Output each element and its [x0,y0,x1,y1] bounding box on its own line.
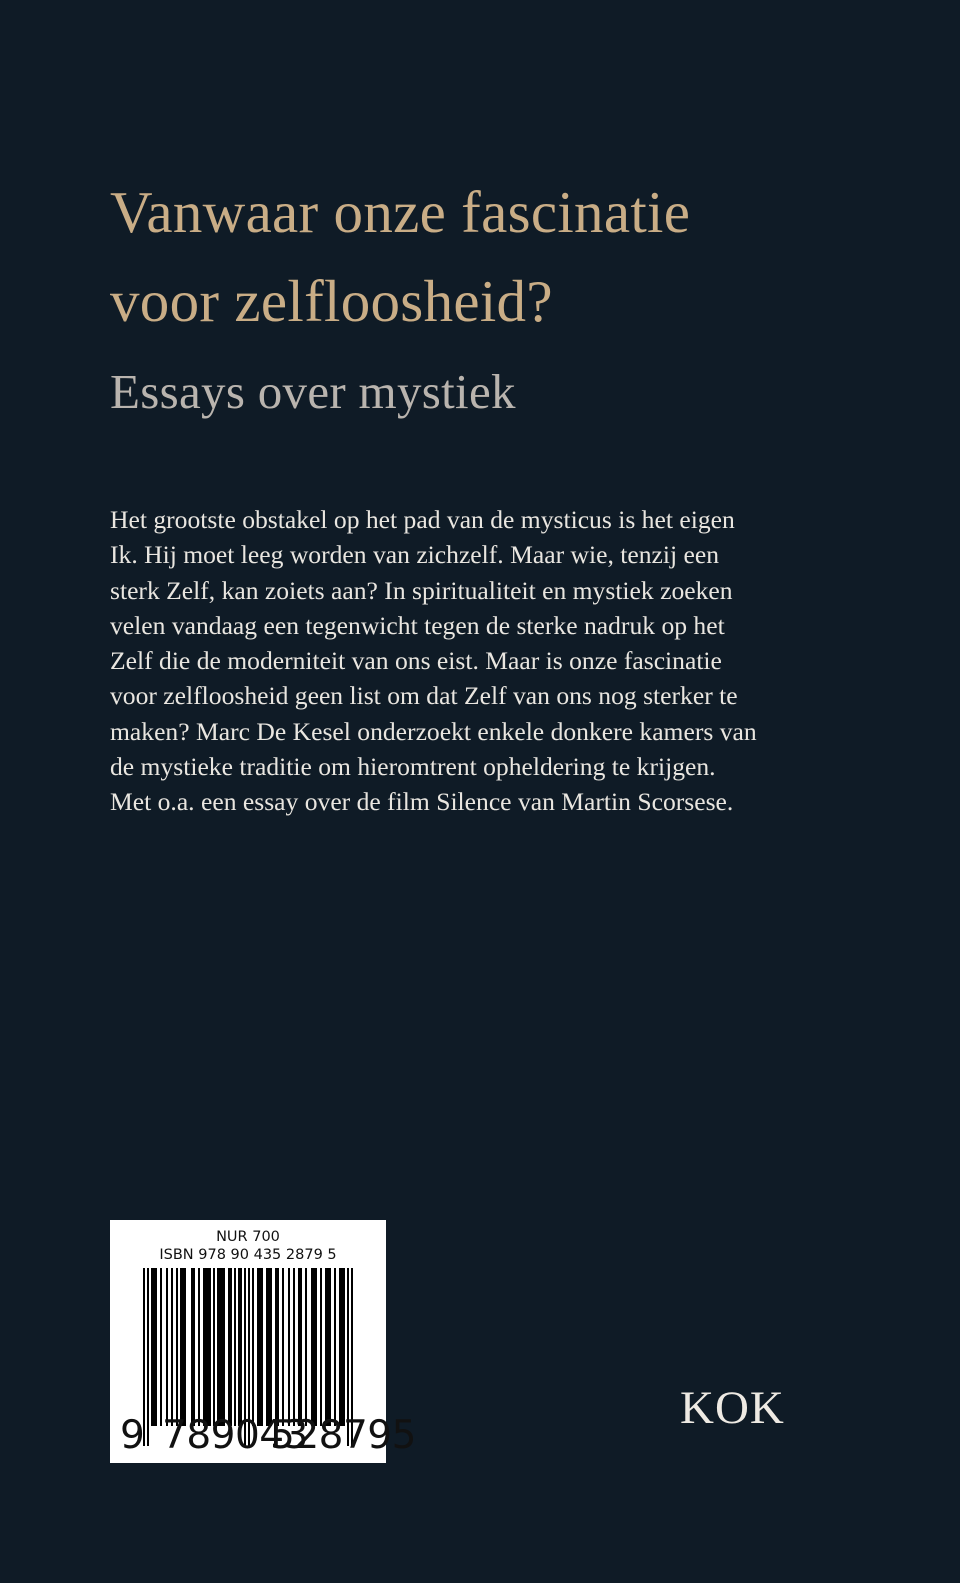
barcode-digits [110,1413,416,1458]
book-subtitle: Essays over mystiek [110,364,516,419]
barcode-digit-first: 9 [120,1413,145,1458]
blurb-line: maken? Marc De Kesel onderzoekt enkele donkere kamers van [110,716,757,746]
blurb-line: sterk Zelf, kan zoiets aan? In spiritualiteit en mystiek zoeken [110,575,733,605]
publisher-logo: KOK [680,1382,785,1434]
blurb-line: voor zelfloosheid geen list om dat Zelf van ons nog sterker te [110,681,738,711]
nur-code: NUR 700 [216,1229,280,1245]
blurb-line: velen vandaag een tegenwicht tegen de sterke nadruk op het [110,610,725,640]
blurb-line: Met o.a. een essay over de film Silence van Martin Scorsese. [110,787,734,817]
isbn-number: ISBN 978 90 435 2879 5 [159,1247,337,1263]
blurb-line: Ik. Hij moet leeg worden van zichzelf. Maar wie, tenzij een [110,540,720,570]
barcode-digits-right: 528795 [270,1413,416,1458]
blurb-line: de mystieke traditie om hieromtrent opheldering te krijgen. [110,752,716,782]
title-line-2: voor zelfloosheid? [110,268,553,334]
back-cover-blurb [110,502,870,820]
title-line-1: Vanwaar onze fascinatie [110,179,691,245]
blurb-line: Het grootste obstakel op het pad van de mysticus is het eigen [110,505,735,534]
isbn-barcode [110,1220,416,1463]
book-title [110,168,910,346]
blurb-line: Zelf die de moderniteit van ons eist. Maar is onze fascinatie [110,646,722,676]
barcode-digits-left: 789043 [162,1413,308,1458]
